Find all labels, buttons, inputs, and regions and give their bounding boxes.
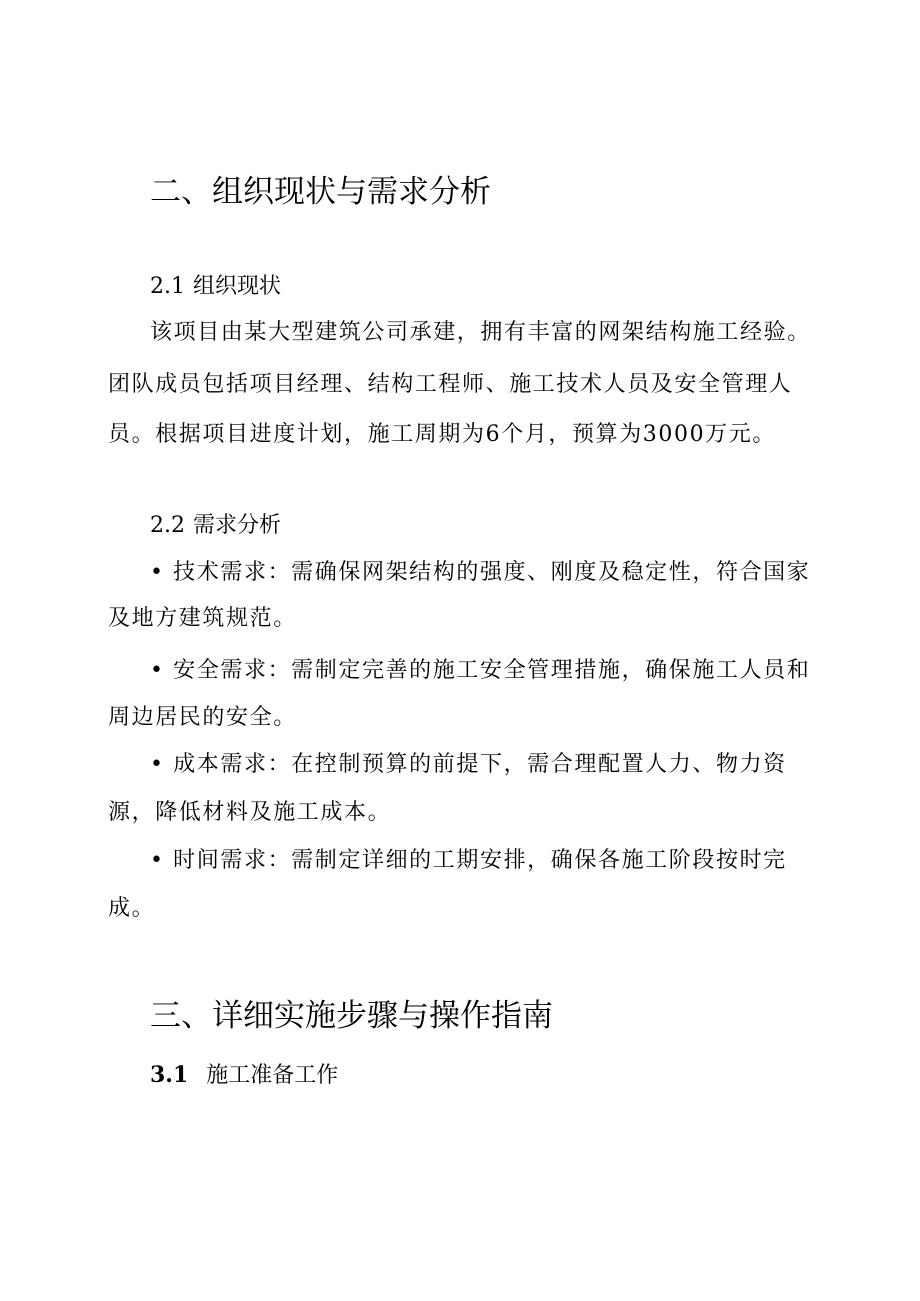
section-2-heading: 二、组织现状与需求分析: [150, 174, 491, 210]
subsection-2-1-number: 2.1: [150, 274, 185, 299]
subsection-2-2-title: 需求分析: [193, 513, 282, 538]
section-3-heading: 三、详细实施步骤与操作指南: [150, 998, 553, 1034]
subsection-3-1-number: 3.1: [150, 1062, 189, 1088]
bullet-item-safety-continued: 周边居民的安全。: [108, 705, 297, 730]
subsection-2-2-heading: [150, 511, 281, 541]
subsection-3-1-title: 施工准备工作: [206, 1063, 339, 1088]
subsection-2-1-title: 组织现状: [193, 274, 282, 299]
subsection-2-1-heading: [150, 272, 281, 302]
bullet-item-technical-continued: 及地方建筑规范。: [108, 606, 297, 631]
subsection-2-2-number: 2.2: [150, 513, 185, 538]
bullet-item-time: • 时间需求：需制定详细的工期安排，确保各施工阶段按时完: [150, 848, 787, 873]
bullet-item-cost-continued: 源，降低材料及施工成本。: [108, 800, 392, 825]
paragraph-line: 该项目由某大型建筑公司承建，拥有丰富的网架结构施工经验。: [150, 320, 811, 345]
bullet-item-time-continued: 成。: [108, 896, 156, 921]
bullet-item-technical: • 技术需求：需确保网架结构的强度、刚度及稳定性，符合国家: [150, 560, 811, 585]
paragraph-line: 员。根据项目进度计划，施工周期为6个月，预算为3000万元。: [108, 422, 776, 447]
bullet-item-cost: • 成本需求：在控制预算的前提下，需合理配置人力、物力资: [150, 752, 787, 777]
paragraph-line: 团队成员包括项目经理、结构工程师、施工技术人员及安全管理人: [108, 372, 793, 397]
subsection-3-1-heading: [150, 1060, 338, 1091]
bullet-item-safety: • 安全需求：需制定完善的施工安全管理措施，确保施工人员和: [150, 658, 811, 683]
